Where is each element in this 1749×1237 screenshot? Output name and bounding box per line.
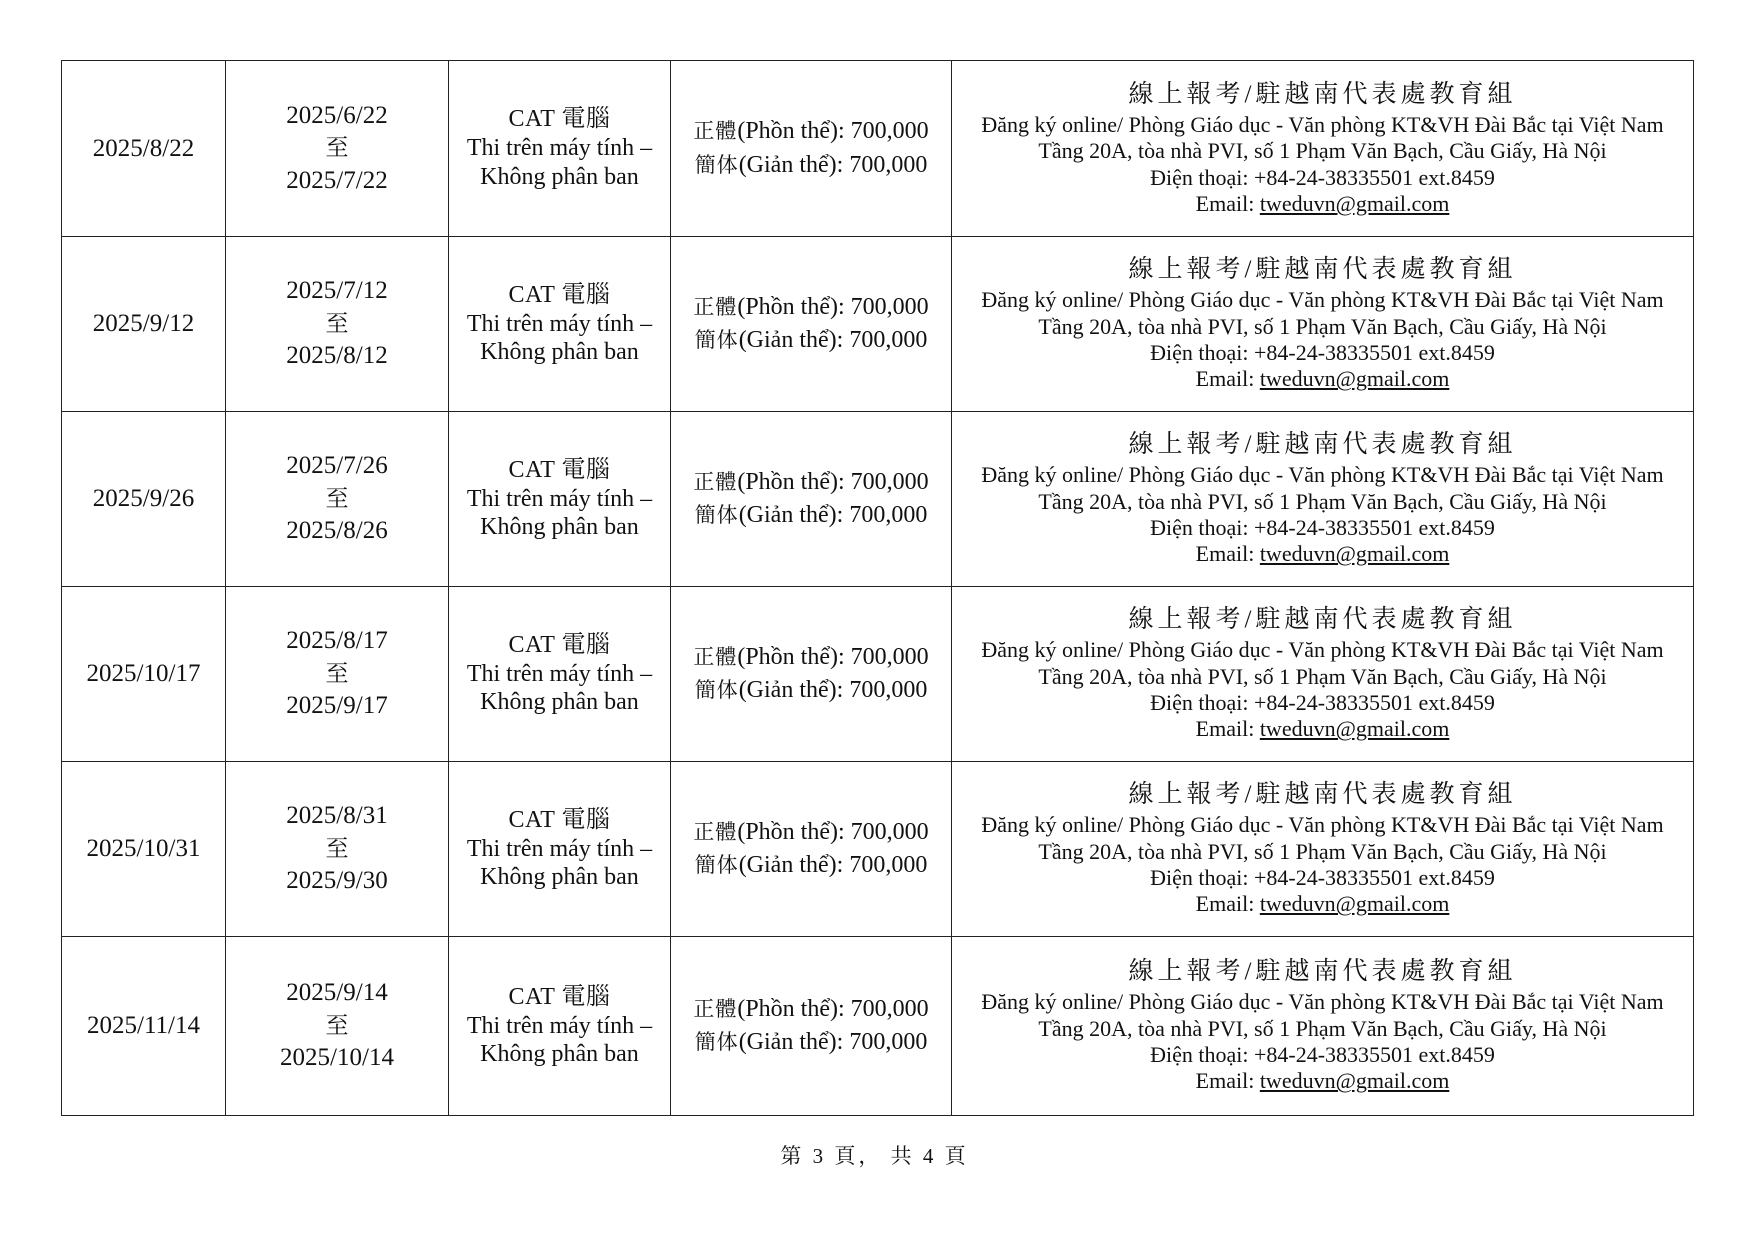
table-row — [62, 237, 1694, 412]
fee-traditional — [677, 641, 945, 674]
registration-phone: Điện thoại: +84-24-38335501 ext.8459 — [1150, 340, 1495, 365]
fee-simplified-prefix: 簡体 — [694, 152, 739, 177]
exam-type-description: Thi trên máy tính – — [466, 835, 653, 862]
exam-type-cat: CAT 電腦 — [508, 983, 611, 1010]
registration-address: Tầng 20A, tòa nhà PVI, số 1 Phạm Văn Bạch, Cầu Giấy, Hà Nội — [1038, 488, 1607, 514]
registration-email-line — [958, 1068, 1687, 1094]
registration-info-cell — [952, 237, 1694, 412]
exam-type-description: Thi trên máy tính – — [466, 135, 653, 162]
fee-traditional — [677, 466, 945, 499]
registration-info-cell — [952, 762, 1694, 937]
registration-end-date: 2025/7/22 — [286, 166, 388, 194]
registration-info-heading: 線上報考/駐越南代表處教育組 — [1128, 781, 1517, 809]
exam-date-cell — [62, 937, 226, 1116]
exam-date-cell — [62, 237, 226, 412]
registration-start-date: 2025/6/22 — [286, 101, 388, 129]
fee-traditional-amount: (Phồn thể): 700,000 — [737, 818, 929, 845]
registration-info-heading: 線上報考/駐越南代表處教育組 — [1128, 256, 1517, 284]
email-link[interactable]: tweduvn@gmail.com — [1259, 366, 1450, 392]
registration-office: Đăng ký online/ Phòng Giáo dục - Văn phòng KT&VH Đài Bắc tại Việt Nam — [981, 637, 1664, 663]
exam-type-cell — [449, 237, 671, 412]
registration-start-date: 2025/8/31 — [286, 802, 388, 830]
exam-type-cell — [449, 61, 671, 237]
email-label: Email: — [1195, 716, 1260, 742]
registration-period-cell — [226, 587, 449, 762]
fee-simplified-prefix: 簡体 — [694, 853, 739, 877]
table-row — [62, 61, 1694, 237]
exam-date: 2025/10/31 — [86, 835, 201, 863]
registration-info-cell — [952, 412, 1694, 587]
email-label: Email: — [1195, 1068, 1260, 1094]
fee-simplified — [677, 499, 945, 532]
fee-simplified-amount: (Giản thể): 700,000 — [738, 327, 928, 353]
fee-simplified-amount: (Giản thể): 700,000 — [738, 502, 928, 528]
registration-period-cell — [226, 937, 449, 1116]
registration-info-heading: 線上報考/駐越南代表處教育組 — [1128, 606, 1517, 634]
fee-simplified-amount: (Giản thể): 700,000 — [738, 1029, 928, 1055]
registration-period-separator: 至 — [325, 485, 349, 511]
fee-simplified-prefix: 簡体 — [694, 1030, 739, 1054]
exam-date: 2025/10/17 — [86, 660, 201, 688]
fee-traditional — [677, 291, 945, 324]
fee-simplified — [677, 149, 945, 182]
exam-type-track: Không phân ban — [480, 514, 639, 541]
fee-simplified-amount: (Giản thể): 700,000 — [738, 677, 928, 703]
exam-type-description: Thi trên máy tính – — [466, 1012, 653, 1039]
registration-phone: Điện thoại: +84-24-38335501 ext.8459 — [1150, 515, 1495, 540]
registration-office: Đăng ký online/ Phòng Giáo dục - Văn phòng KT&VH Đài Bắc tại Việt Nam — [981, 989, 1664, 1015]
registration-phone: Điện thoại: +84-24-38335501 ext.8459 — [1150, 865, 1495, 890]
exam-type-cat: CAT 電腦 — [508, 456, 611, 483]
email-link[interactable]: tweduvn@gmail.com — [1259, 1068, 1450, 1094]
fee-simplified — [677, 324, 945, 357]
registration-email-line — [958, 716, 1687, 742]
exam-type-description: Thi trên máy tính – — [466, 660, 653, 687]
registration-address: Tầng 20A, tòa nhà PVI, số 1 Phạm Văn Bạch, Cầu Giấy, Hà Nội — [1038, 313, 1607, 339]
registration-office: Đăng ký online/ Phòng Giáo dục - Văn phòng KT&VH Đài Bắc tại Việt Nam — [981, 462, 1664, 488]
registration-period-cell — [226, 762, 449, 937]
exam-date: 2025/9/26 — [92, 485, 195, 513]
registration-info-heading: 線上報考/駐越南代表處教育組 — [1128, 431, 1517, 459]
registration-period-separator: 至 — [325, 135, 349, 161]
fee-simplified-amount: (Giản thể): 700,000 — [738, 151, 928, 178]
fee-simplified — [677, 1026, 945, 1059]
fee-traditional-amount: (Phồn thể): 700,000 — [737, 643, 929, 670]
registration-phone: Điện thoại: +84-24-38335501 ext.8459 — [1150, 1042, 1495, 1067]
registration-email-line — [958, 891, 1687, 917]
email-link[interactable]: tweduvn@gmail.com — [1259, 541, 1450, 567]
registration-office: Đăng ký online/ Phòng Giáo dục - Văn phòng KT&VH Đài Bắc tại Việt Nam — [981, 812, 1664, 838]
fee-traditional-amount: (Phồn thể): 700,000 — [737, 995, 929, 1022]
exam-type-cell — [449, 412, 671, 587]
registration-phone: Điện thoại: +84-24-38335501 ext.8459 — [1150, 164, 1495, 190]
exam-type-cell — [449, 937, 671, 1116]
exam-date: 2025/8/22 — [92, 134, 195, 162]
fee-traditional-amount: (Phồn thể): 700,000 — [737, 118, 929, 145]
exam-date-cell — [62, 762, 226, 937]
exam-type-track: Không phân ban — [480, 864, 639, 891]
email-link[interactable]: tweduvn@gmail.com — [1259, 190, 1450, 216]
fee-simplified-prefix: 簡体 — [694, 678, 739, 702]
registration-end-date: 2025/8/26 — [286, 517, 388, 545]
registration-end-date: 2025/9/30 — [286, 867, 388, 895]
table-row — [62, 587, 1694, 762]
registration-period-cell — [226, 237, 449, 412]
fee-traditional-prefix: 正體 — [693, 644, 738, 669]
registration-office: Đăng ký online/ Phòng Giáo dục - Văn phòng KT&VH Đài Bắc tại Việt Nam — [981, 111, 1664, 137]
exam-type-cell — [449, 587, 671, 762]
exam-type-track: Không phân ban — [480, 163, 639, 190]
registration-address: Tầng 20A, tòa nhà PVI, số 1 Phạm Văn Bạch, Cầu Giấy, Hà Nội — [1038, 838, 1607, 864]
exam-type-track: Không phân ban — [480, 689, 639, 716]
table-row — [62, 937, 1694, 1116]
registration-period-cell — [226, 412, 449, 587]
registration-info-heading: 線上報考/駐越南代表處教育組 — [1128, 80, 1517, 108]
exam-schedule-body — [62, 61, 1694, 1116]
exam-type-cat: CAT 電腦 — [508, 631, 611, 658]
exam-date-cell — [62, 412, 226, 587]
table-row — [62, 762, 1694, 937]
fee-traditional-prefix: 正體 — [693, 294, 738, 319]
fee-traditional — [677, 993, 945, 1026]
registration-start-date: 2025/9/14 — [286, 979, 388, 1007]
email-label: Email: — [1195, 541, 1260, 567]
exam-fee-cell — [671, 587, 952, 762]
exam-date: 2025/11/14 — [87, 1012, 200, 1040]
exam-type-description: Thi trên máy tính – — [466, 310, 653, 337]
fee-traditional-prefix: 正體 — [693, 996, 738, 1021]
fee-traditional — [677, 115, 945, 148]
registration-address: Tầng 20A, tòa nhà PVI, số 1 Phạm Văn Bạch, Cầu Giấy, Hà Nội — [1038, 138, 1607, 164]
registration-start-date: 2025/8/17 — [286, 627, 388, 655]
registration-address: Tầng 20A, tòa nhà PVI, số 1 Phạm Văn Bạch, Cầu Giấy, Hà Nội — [1038, 1015, 1607, 1041]
exam-fee-cell — [671, 237, 952, 412]
registration-office: Đăng ký online/ Phòng Giáo dục - Văn phòng KT&VH Đài Bắc tại Việt Nam — [981, 287, 1664, 313]
exam-type-track: Không phân ban — [480, 1041, 639, 1068]
registration-start-date: 2025/7/26 — [286, 452, 388, 480]
registration-email-line — [958, 541, 1687, 567]
fee-traditional-amount: (Phồn thể): 700,000 — [737, 468, 929, 495]
email-label: Email: — [1195, 891, 1260, 917]
email-label: Email: — [1195, 190, 1260, 216]
exam-type-cat: CAT 電腦 — [508, 281, 611, 308]
email-link[interactable]: tweduvn@gmail.com — [1259, 716, 1450, 742]
fee-traditional-prefix: 正體 — [693, 819, 738, 844]
exam-date: 2025/9/12 — [92, 310, 195, 338]
registration-info-heading: 線上報考/駐越南代表處教育組 — [1128, 958, 1517, 986]
registration-email-line — [958, 191, 1687, 217]
fee-traditional-amount: (Phồn thể): 700,000 — [737, 293, 929, 320]
registration-end-date: 2025/10/14 — [280, 1044, 394, 1072]
registration-period-cell — [226, 61, 449, 237]
registration-period-separator: 至 — [325, 310, 349, 336]
registration-email-line — [958, 366, 1687, 392]
registration-start-date: 2025/7/12 — [286, 277, 388, 305]
fee-simplified-amount: (Giản thể): 700,000 — [738, 852, 928, 878]
exam-fee-cell — [671, 762, 952, 937]
fee-simplified-prefix: 簡体 — [694, 328, 739, 352]
fee-traditional-prefix: 正體 — [693, 119, 738, 144]
exam-type-description: Thi trên máy tính – — [466, 485, 653, 512]
fee-traditional — [677, 816, 945, 849]
registration-phone: Điện thoại: +84-24-38335501 ext.8459 — [1150, 690, 1495, 715]
email-link[interactable]: tweduvn@gmail.com — [1259, 891, 1450, 917]
exam-fee-cell — [671, 937, 952, 1116]
exam-fee-cell — [671, 412, 952, 587]
exam-type-cat: CAT 電腦 — [508, 806, 611, 833]
registration-info-cell — [952, 937, 1694, 1116]
exam-schedule-table — [61, 60, 1694, 1116]
fee-traditional-prefix: 正體 — [693, 469, 738, 494]
registration-end-date: 2025/8/12 — [286, 342, 388, 370]
registration-period-separator: 至 — [325, 1012, 349, 1038]
registration-info-cell — [952, 61, 1694, 237]
email-label: Email: — [1195, 366, 1260, 392]
exam-type-track: Không phân ban — [480, 339, 639, 366]
exam-type-cell — [449, 762, 671, 937]
exam-fee-cell — [671, 61, 952, 237]
registration-info-cell — [952, 587, 1694, 762]
exam-date-cell — [62, 61, 226, 237]
exam-type-cat: CAT 電腦 — [508, 106, 611, 133]
exam-date-cell — [62, 587, 226, 762]
registration-period-separator: 至 — [325, 835, 349, 861]
fee-simplified-prefix: 簡体 — [694, 503, 739, 527]
registration-end-date: 2025/9/17 — [286, 692, 388, 720]
fee-simplified — [677, 674, 945, 707]
registration-address: Tầng 20A, tòa nhà PVI, số 1 Phạm Văn Bạch, Cầu Giấy, Hà Nội — [1038, 663, 1607, 689]
registration-period-separator: 至 — [325, 660, 349, 686]
fee-simplified — [677, 849, 945, 882]
page-number-footer: 第 3 頁， 共 4 頁 — [780, 1144, 969, 1168]
table-row — [62, 412, 1694, 587]
